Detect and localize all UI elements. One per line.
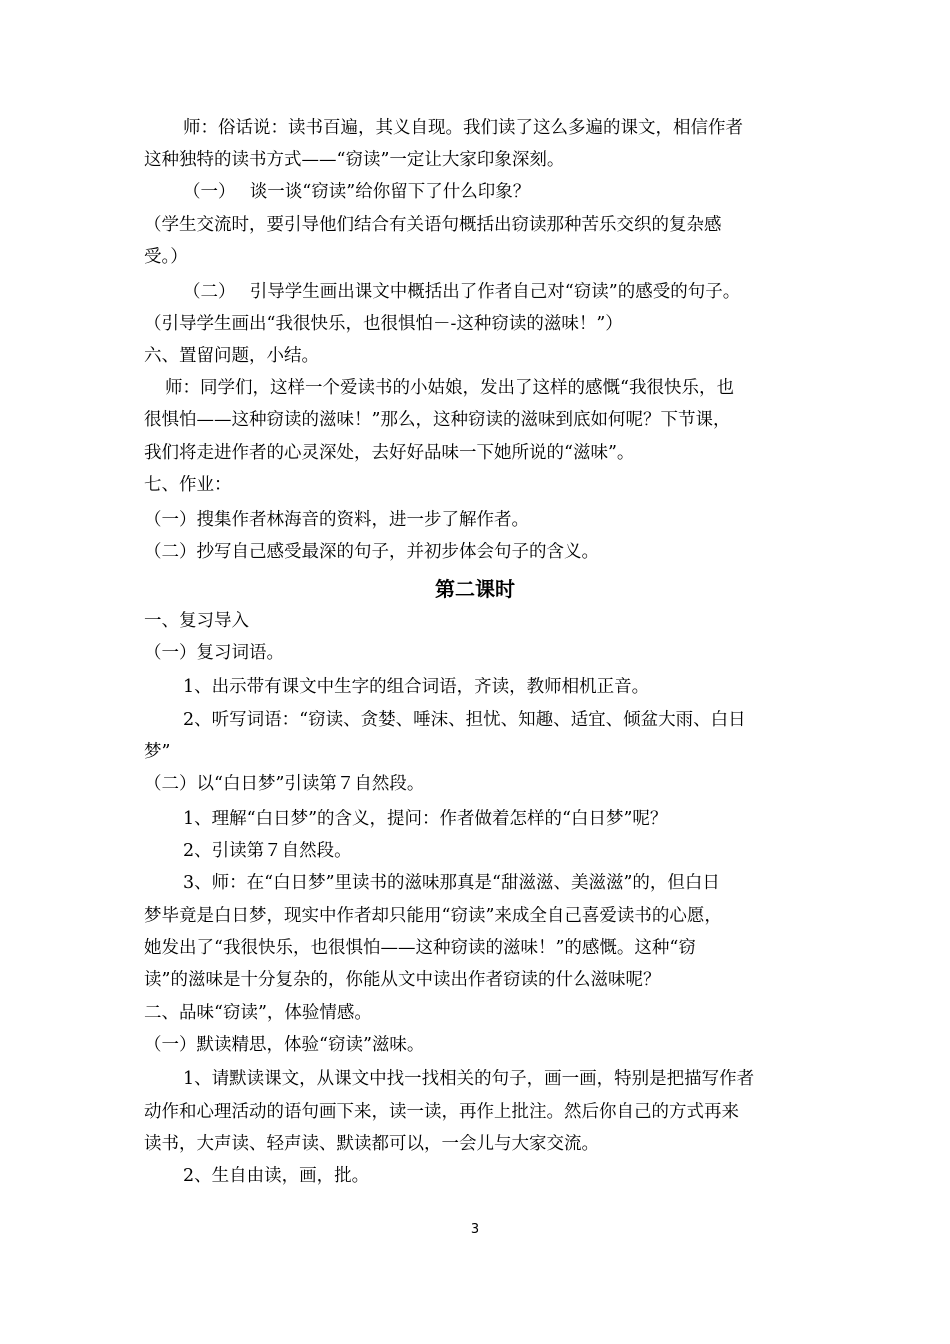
section-heading: 一、复习导入 — [144, 611, 249, 631]
section-heading: 七、作业： — [144, 475, 232, 495]
page-number: 3 — [470, 1222, 480, 1237]
paragraph-line: （一） 谈一谈“窃读”给你留下了什么印象？ — [183, 182, 531, 202]
paragraph-line: （一）默读精思，体验“窃读”滋味。 — [144, 1035, 425, 1055]
paragraph-line: 1、出示带有课文中生字的组合词语，齐读，教师相机正音。 — [183, 677, 650, 697]
paragraph-line: 1、请默读课文，从课文中找一找相关的句子，画一画，特别是把描写作者 — [183, 1069, 755, 1089]
paragraph-line: （一）复习词语。 — [144, 643, 284, 663]
paragraph-line: 师：俗话说：读书百遍，其义自现。我们读了这么多遍的课文，相信作者 — [183, 118, 743, 138]
paragraph-line: 师：同学们，这样一个爱读书的小姑娘，发出了这样的感慨“我很快乐，也 — [165, 378, 734, 398]
paragraph-line: （学生交流时，要引导他们结合有关语句概括出窃读那种苦乐交织的复杂感 — [144, 215, 722, 235]
paragraph-line: 梦毕竟是白日梦，现实中作者却只能用“窃读”来成全自己喜爱读书的心愿， — [144, 906, 722, 926]
paragraph-line: 3、师：在“白日梦”里读书的滋味那真是“甜滋滋、美滋滋”的，但白日 — [183, 873, 720, 893]
paragraph-line: 读书，大声读、轻声读、默读都可以，一会儿与大家交流。 — [144, 1134, 599, 1154]
paragraph-line: （二） 引导学生画出课文中概括出了作者自己对“窃读”的感受的句子。 — [183, 282, 741, 302]
paragraph-line: 读”的滋味是十分复杂的，你能从文中读出作者窃读的什么滋味呢？ — [144, 970, 661, 990]
section-heading: 六、置留问题，小结。 — [144, 346, 319, 366]
paragraph-line: 梦” — [144, 742, 171, 762]
paragraph-line: 很惧怕——这种窃读的滋味！”那么，这种窃读的滋味到底如何呢？下节课， — [144, 410, 731, 430]
paragraph-line: 2、听写词语：“窃读、贪婪、唾沫、担忧、知趣、适宜、倾盆大雨、白日 — [183, 710, 746, 730]
paragraph-line: 这种独特的读书方式——“窃读”一定让大家印象深刻。 — [144, 150, 565, 170]
paragraph-line: 动作和心理活动的语句画下来，读一读，再作上批注。然后你自己的方式再来 — [144, 1102, 739, 1122]
paragraph-line: 我们将走进作者的心灵深处，去好好品味一下她所说的“滋味”。 — [144, 443, 635, 463]
paragraph-line: （二）抄写自己感受最深的句子，并初步体会句子的含义。 — [144, 542, 599, 562]
paragraph-line: 她发出了“我很快乐，也很惧怕——这种窃读的滋味！”的感慨。这种“窃 — [144, 938, 696, 958]
paragraph-line: 1、理解“白日梦”的含义，提问：作者做着怎样的“白日梦”呢？ — [183, 809, 668, 829]
paragraph-line: 受。） — [144, 247, 188, 267]
section-heading: 二、品味“窃读”，体验情感。 — [144, 1003, 372, 1023]
paragraph-line: 2、引读第７自然段。 — [183, 841, 352, 861]
lesson-title: 第二课时 — [435, 577, 515, 601]
paragraph-line: （二）以“白日梦”引读第７自然段。 — [144, 774, 425, 794]
paragraph-line: （一）搜集作者林海音的资料，进一步了解作者。 — [144, 510, 529, 530]
paragraph-line: 2、生自由读，画，批。 — [183, 1166, 370, 1186]
paragraph-line: （引导学生画出“我很快乐，也很惧怕－-这种窃读的滋味！”） — [144, 314, 623, 334]
